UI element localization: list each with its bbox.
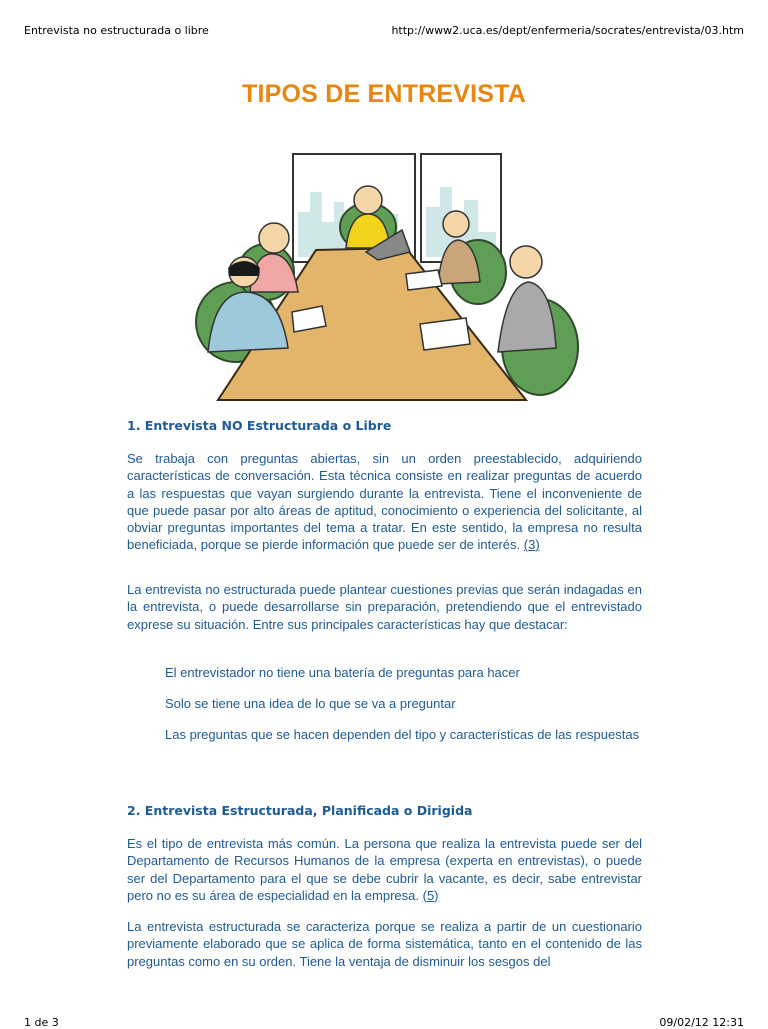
page-title: TIPOS DE ENTREVISTA xyxy=(242,80,526,108)
list-item: Solo se tiene una idea de lo que se va a preguntar xyxy=(165,696,456,711)
browser-url: http://www2.uca.es/dept/enfermeria/socrates/entrevista/03.htm xyxy=(391,24,744,37)
footer-timestamp: 09/02/12 12:31 xyxy=(659,1016,744,1029)
list-item: Las preguntas que se hacen dependen del tipo y características de las respuestas xyxy=(165,727,640,742)
meeting-illustration xyxy=(188,152,582,402)
section2-reference-link[interactable]: (5) xyxy=(422,887,439,903)
section2-paragraph1-text: Es el tipo de entrevista más común. La persona que realiza la entrevista puede ser del Departamento de Recursos Humanos de la empresa (experta en entrevistas), o puede ser del Departamento para el que se debe cubrir la vacante, es decir, sabe entrevistar pero no es su área de especialidad en la empresa. xyxy=(127,836,642,903)
browser-page-title: Entrevista no estructurada o libre xyxy=(24,24,209,37)
section2-heading: 2. Entrevista Estructurada, Planificada o Dirigida xyxy=(127,803,473,818)
section1-reference-link[interactable]: (3) xyxy=(523,537,540,553)
section2-reference-number: 5 xyxy=(426,887,435,903)
section2-paragraph1 xyxy=(127,835,642,904)
section1-reference-number: 3 xyxy=(528,537,536,553)
section1-heading: 1. Entrevista NO Estructurada o Libre xyxy=(127,418,392,433)
section2-paragraph2: La entrevista estructurada se caracteriza porque se realiza a partir de un cuestionario previamente elaborado que se aplica de forma sistemática, tanto en el contenido de las preguntas como en su orden. Tiene la ventaja de disminuir los sesgos del xyxy=(127,919,642,969)
section1-paragraph2: La entrevista no estructurada puede plantear cuestiones previas que serán indagadas en la entrevista, o puede desarrollarse sin preparación, pretendiendo que el entrevistado exprese su situación. Entre sus principales características hay que destacar: xyxy=(127,582,642,632)
list-item: El entrevistador no tiene una batería de preguntas para hacer xyxy=(165,665,520,680)
section1-paragraph1-text: Se trabaja con preguntas abiertas, sin un orden preestablecido, adquiriendo características de conversación. Esta técnica consiste en realizar preguntas de acuerdo a las respuestas que vayan surgiendo durante la entrevista. Tiene el inconveniente de que puede pasar por alto áreas de aptitud, conocimiento o experiencia del solicitante, al obviar preguntas importantes del tema a tratar. En este sentido, la empresa no resulta beneficiada, porque se pierde información que puede ser de interés. xyxy=(127,451,642,553)
footer-page-number: 1 de 3 xyxy=(24,1016,59,1029)
section1-paragraph1 xyxy=(127,450,642,554)
